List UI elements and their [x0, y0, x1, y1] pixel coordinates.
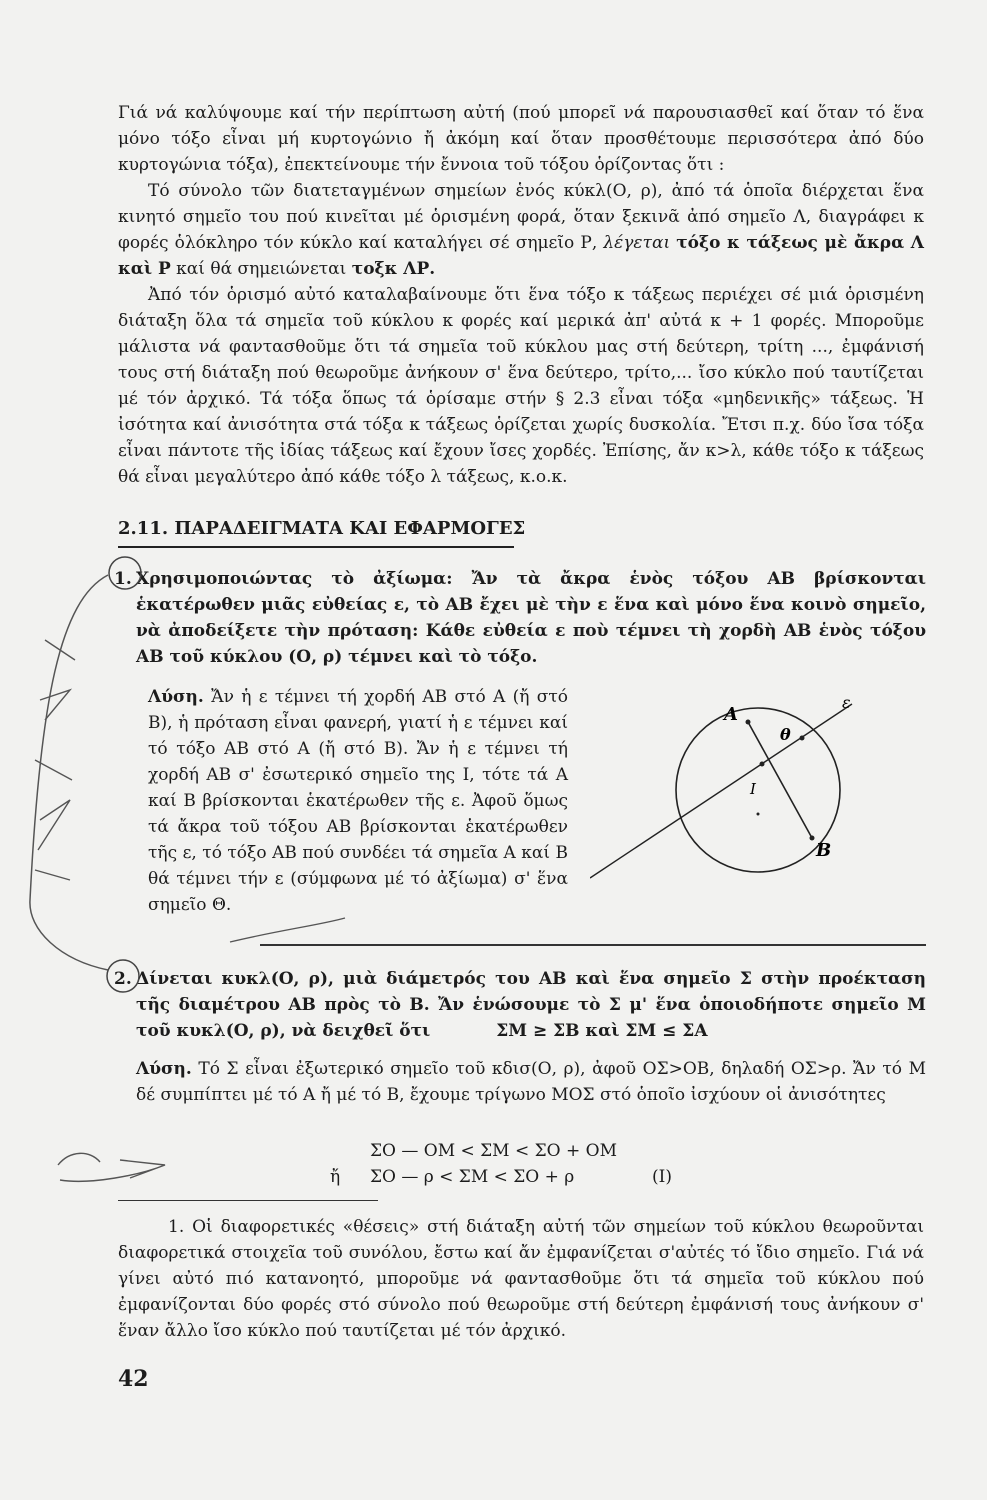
point-theta — [800, 736, 805, 741]
section-heading: 2.11. ΠΑΡΑΔΕΙΓΜΑΤΑ ΚΑΙ ΕΦΑΡΜΟΓΕΣ — [118, 518, 526, 539]
footnote-rule — [118, 1200, 378, 1201]
example-1-number: 1. — [114, 569, 132, 589]
inequality-2: ΣΟ — ρ < ΣΜ < ΣΟ + ρ — [370, 1167, 575, 1187]
label-theta: θ — [780, 725, 791, 744]
footnote — [118, 1214, 924, 1344]
solution-2-text: Τό Σ εἶναι ἐξωτερικό σημεῖο τοῦ κδισ(Ο, ρ), ἀφοῦ ΟΣ>ΟΒ, δηλαδή ΟΣ>ρ. Ἄν τό Μ δέ συμπίπτει μέ τό Α ἤ μέ τό Β, ἔχουμε τρίγωνο ΜΟΣ στό ὁποῖο ἰσχύουν οἱ ἀνισότητες — [136, 1059, 927, 1105]
example-2-text: Δίνεται κυκλ(Ο, ρ), μιὰ διάμετρός του ΑΒ καὶ ἕνα σημεῖο Σ στὴν προέκταση τῆς διαμέτρου ΑΒ πρὸς τὸ Β. Ἄν ἑνώσουμε τὸ Σ μ' ἕνα ὁποιοδήποτε σημεῖο Μ τοῦ κυκλ(Ο, ρ), νὰ δειχθεῖ ὅτι — [136, 969, 926, 1041]
point-a — [746, 720, 751, 725]
margin-arrow-note — [58, 1153, 165, 1181]
page-number: 42 — [118, 1366, 149, 1392]
circle-figure — [590, 690, 880, 900]
heading-underline — [118, 546, 514, 548]
margin-scribble — [35, 640, 75, 880]
label-a: A — [724, 704, 738, 725]
inequality-or: ἤ — [330, 1167, 341, 1187]
margin-bracket — [30, 575, 108, 970]
inequality-1: ΣΟ — ΟΜ < ΣΜ < ΣΟ + ΟΜ — [370, 1141, 617, 1161]
definition-term: τόξο κ τάξεως μὲ ἄκρα Λ καὶ Ρ — [118, 233, 924, 279]
footnote-text: 1. Οἱ διαφορετικές «θέσεις» στή διάταξη αὐτή τῶν σημείων τοῦ κύκλου θεωροῦνται διαφορετικά στοιχεῖα τοῦ συνόλου, ἔστω καί ἄν ἐμφανίζεται σ'αὐτές τό ἴδιο σημεῖο. Γιά νά γίνει αὐτό πιό κατανοητό, μποροῦμε νά φαντασθοῦμε ὅτι τά σημεῖα τοῦ κύκλου πού ἐμφανίζονται δύο φορές στό σύνολο πού θεωροῦμε στή δεύτερη ἐμφάνισή τους ἀνήκουν σ' ἕναν ἄλλο ἴσο κύκλο πού ταυτίζεται μέ τόν ἀρχικό. — [118, 1217, 924, 1341]
example-1-text: Χρησιμοποιώντας τὸ ἀξίωμα: Ἄν τὰ ἄκρα ἑνὸς τόξου ΑΒ βρίσκονται ἑκατέρωθεν μιᾶς εὐθείας ε, τὸ ΑΒ ἔχει μὲ τὴν ε ἕνα καὶ μόνο ἕνα κοινὸ σημεῖο, νὰ ἀποδείξετε τὴν πρόταση: Κάθε εὐθεία ε ποὺ τέμνει τὴ χορδὴ ΑΒ ἑνὸς τόξου ΑΒ τοῦ κύκλου (Ο, ρ) τέμνει καὶ τὸ τόξο. — [136, 569, 926, 667]
section-separator — [260, 944, 926, 946]
definition-verb: λέγεται — [603, 233, 671, 253]
example-1-solution — [148, 684, 568, 918]
example-1-statement — [114, 566, 926, 670]
intro-text — [118, 100, 924, 490]
solution-1-text: Ἄν ἡ ε τέμνει τή χορδή ΑΒ στό Α (ἤ στό Β), ἡ πρόταση εἶναι φανερή, γιατί ἡ ε τέμνει καί τό τόξο ΑΒ στό Α (ἤ στό Β). Ἄν ἡ ε τέμνει τή χορδή ΑΒ σ' ἐσωτερικό σημεῖο της Ι, τότε τά Α καί Β βρίσκονται ἑκατέρωθεν τῆς ε. Ἀφοῦ ὅμως τά ἄκρα τοῦ τόξου ΑΒ βρίσκονται ἑκατέρωθεν τῆς ε, τό τόξο ΑΒ πού συνδέει τά σημεῖα Α καί Β θά τέμνει τήν ε (σύμφωνα μέ τό ἀξίωμα) σ' ἕνα σημεῖο Θ. — [148, 687, 568, 915]
solution-2-label: Λύση. — [136, 1059, 192, 1079]
intro-paragraph-2 — [118, 178, 924, 282]
label-i: I — [750, 780, 756, 798]
underline-stroke — [230, 918, 345, 942]
example-2-statement — [114, 966, 926, 1044]
label-e: ε — [842, 693, 851, 712]
definition-notation-text: καί θά σημειώνεται — [176, 259, 347, 279]
example-2-number: 2. — [114, 969, 132, 989]
example-2-claim: ΣΜ ≥ ΣΒ καὶ ΣΜ ≤ ΣΑ — [496, 1021, 708, 1041]
point-i — [760, 762, 765, 767]
definition-notation: τοξκ ΛΡ. — [351, 259, 436, 279]
inequality-tag: (I) — [652, 1167, 672, 1187]
center-o — [757, 813, 760, 816]
solution-1-label: Λύση. — [148, 687, 204, 707]
label-b: B — [816, 840, 832, 861]
point-b — [810, 836, 815, 841]
intro-paragraph-3: Ἀπό τόν ὁρισμό αὐτό καταλαβαίνουμε ὅτι ἕνα τόξο κ τάξεως περιέχει σέ μιά ὁρισμένη διάταξη ὅλα τά σημεῖα τοῦ κύκλου κ φορές καί μερικά ἀπ' αὐτά κ + 1 φορές. Μποροῦμε μάλιστα νά φαντασθοῦμε ὅτι τά σημεῖα τοῦ κύκλου μας στή δεύτερη, τρίτη ..., ἐμφάνισή τους στή διάταξη πού θεωροῦμε ἀνήκουν σ' ἕνα δεύτερο, τρίτο,... ἴσο κύκλο πού ταυτίζεται μέ τόν ἀρχικό. Τά τόξα ὅπως τά ὁρίσαμε στήν § 2.3 εἶναι τόξα «μηδενικῆς» τάξεως. Ἡ ἰσότητα καί ἀνισότητα στά τόξα κ τάξεως ὁρίζεται χωρίς δυσκολία. Ἔτσι π.χ. δύο ἴσα τόξα εἶναι πάντοτε τῆς ἰδίας τάξεως καί ἔχουν ἴσες χορδές. Ἐπίσης, ἄν κ>λ, κάθε τόξο κ τάξεως θά εἶναι μεγαλύτερο ἀπό κάθε τόξο λ τάξεως, κ.ο.κ. — [118, 285, 924, 487]
intro-paragraph-1: Γιά νά καλύψουμε καί τήν περίπτωση αὐτή (πού μπορεῖ νά παρουσιασθεῖ καί ὅταν τό ἕνα μόνο τόξο εἶναι μή κυρτογώνιο ἤ ἀκόμη καί ὅταν προσθέτουμε περισσότερα ἀπό δύο κυρτογώνια τόξα), ἐπεκτείνουμε τήν ἔννοια τοῦ τόξου ὁρίζοντας ὅτι : — [118, 103, 924, 175]
definition-text: Τό σύνολο τῶν διατεταγμένων σημείων ἑνός κύκλ(Ο, ρ), ἀπό τά ὁποῖα διέρχεται ἕνα κινητό σημεῖο του πού κινεῖται μέ ὁρισμένη φορά, ὅταν ξεκινᾶ ἀπό σημεῖο Λ, διαγράφει κ φορές ὁλόκληρο τόν κύκλο καί καταλήγει σέ σημεῖο Ρ, — [118, 181, 924, 253]
example-2-solution — [136, 1056, 926, 1108]
